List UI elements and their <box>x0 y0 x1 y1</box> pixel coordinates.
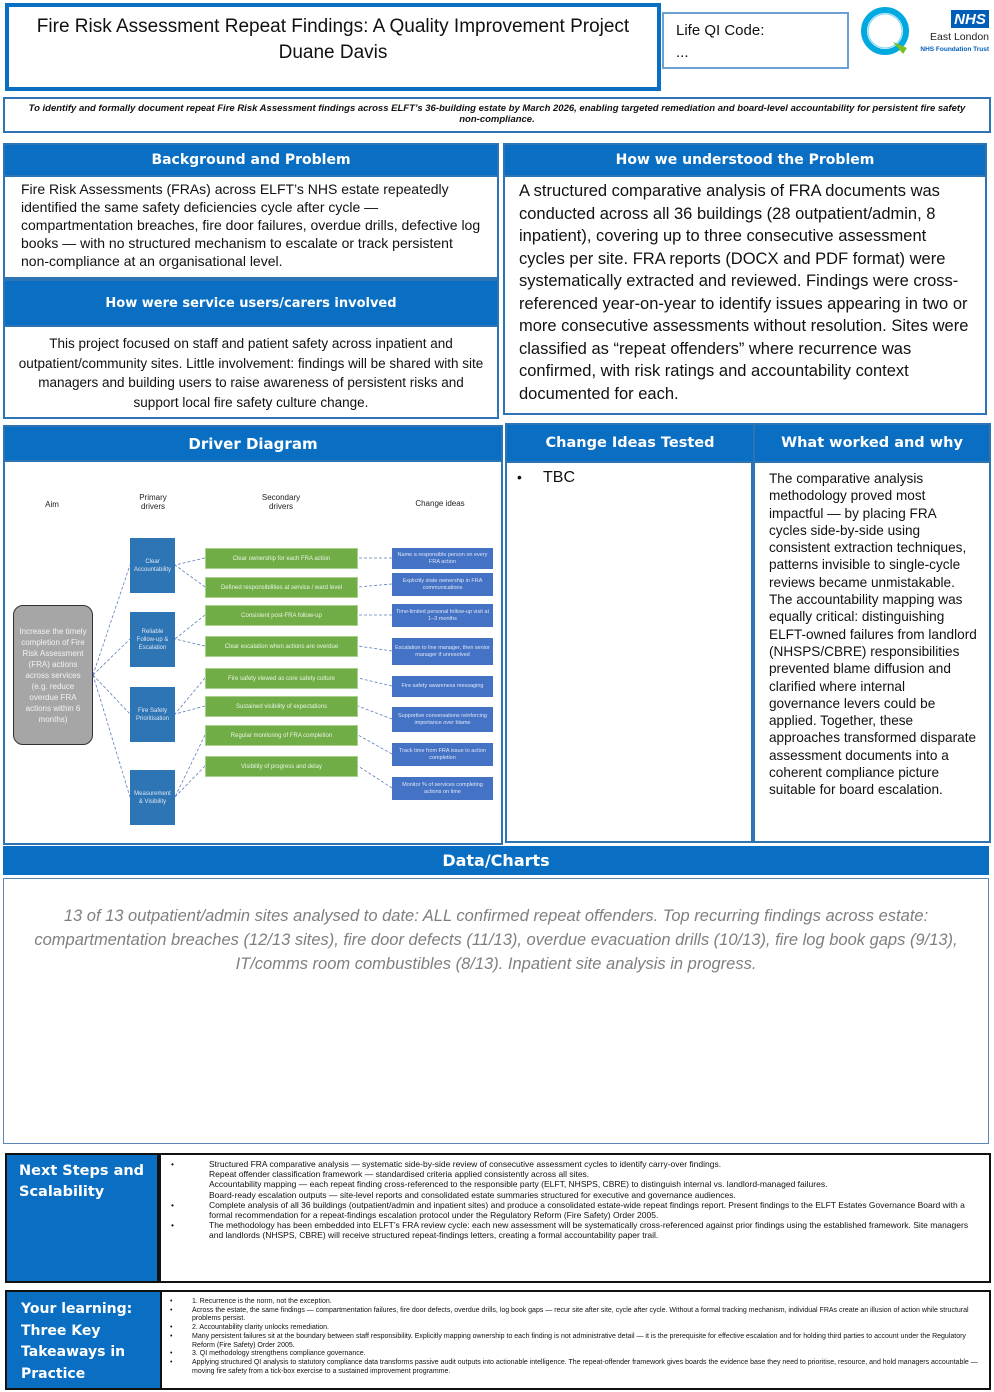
org-name-line1: East London <box>930 31 989 43</box>
secondary-driver-node: Clear ownership for each FRA action <box>205 548 358 569</box>
next-steps-item: • Structured FRA comparative analysis — systematic side-by-side review of consecutive assessment cycles to identify carry-over findings. Repeat offender classification framework — standardised criteria applied consistently across all sites. Accountability mapping — each repeat finding cross-referenced to the responsible party (ELFT, NHSPS, CBRE) to distinguish internal vs. landlord-managed failures. Board-ready escalation outputs — site-level reports and consolidated estate summaries structured for executive and governance audiences. <box>171 1159 828 1200</box>
change-idea-node: Track time from FRA issue to action completion <box>392 743 493 766</box>
secondary-driver-node: Defined responsibilities at service / ward level <box>205 577 358 598</box>
learning-item: • Many persistent failures sit at the boundary between staff responsibility. Explicitly mapping ownership to each finding is not administrative detail — it is the prerequisite for effective escalation and for holding third parties to account under the Regulatory Reform (Fire Safety) Order 2005. <box>170 1332 966 1349</box>
change-idea-node: Name a responsible person on every FRA action <box>392 548 493 569</box>
driver-diagram <box>3 462 503 845</box>
learning-item: • 1. Recurrence is the norm, not the exception. <box>170 1298 332 1305</box>
poster-title: Fire Risk Assessment Repeat Findings: A Quality Improvement Project <box>36 16 630 37</box>
poster-author: Duane Davis <box>278 42 388 63</box>
next-steps-list <box>159 1153 991 1283</box>
next-steps-heading: Next Steps and Scalability <box>5 1153 159 1283</box>
change-to-secondary-connector <box>358 646 392 651</box>
change-idea-node: Explicitly state ownership in FRA communications <box>392 573 493 596</box>
org-name-line2: NHS Foundation Trust <box>920 46 989 53</box>
secondary-to-primary-connector <box>175 706 205 714</box>
primary-driver-node: Reliable Follow-up & Escalation <box>130 612 175 667</box>
learning-item: • 3. QI methodology strengthens compliance governance. <box>170 1350 366 1358</box>
what-worked-heading: What worked and why <box>753 423 991 463</box>
column-label-secondary: Secondary drivers <box>261 493 301 511</box>
column-label-change-ideas: Change ideas <box>415 499 465 508</box>
secondary-to-primary-connector <box>175 565 205 587</box>
secondary-driver-node: Clear escalation when actions are overdue <box>205 636 358 657</box>
secondary-to-primary-connector <box>175 766 205 797</box>
secondary-to-primary-connector <box>175 615 205 639</box>
aim-to-primary-connector <box>93 565 130 675</box>
secondary-to-primary-connector <box>175 639 205 646</box>
background-heading: Background and Problem <box>3 143 499 177</box>
learning-item: • Applying structured QI analysis to statutory compliance data transforms passive audit outputs into actionable intelligence. The repeat-offender framework gives boards the evidence base they need to prioritise, resource, and hold managers accountable — moving fire safety from a tick-box exercise to a sustained improvement programme. <box>170 1358 978 1375</box>
change-ideas-heading: Change Ideas Tested <box>505 423 755 463</box>
driver-diagram-heading: Driver Diagram <box>3 425 503 462</box>
change-to-secondary-connector <box>358 678 392 686</box>
primary-driver-node: Measurement & Visibility <box>130 770 175 825</box>
secondary-driver-node: Regular monitoring of FRA completion <box>205 725 358 746</box>
background-text: Fire Risk Assessments (FRAs) across ELFT’s NHS estate repeatedly identified the same safety deficiencies cycle after cycle — compartmentation breaches, fire door failures, overdue drills, defective log books — with no structured mechanism to escalate or track persistent non-compliance at an organisational level. <box>3 177 499 279</box>
aim-node: Increase the timely completion of Fire Risk Assessment (FRA) actions across services (e.g. reduce overdue FRA actions within 6 months) <box>13 605 93 745</box>
change-idea-node: Escalation to line manager, then senior manager if unresolved <box>392 638 493 665</box>
nhs-badge: NHS <box>954 11 986 28</box>
next-steps-item: • Complete analysis of all 36 buildings (outpatient/admin and inpatient sites) and produce a consolidated estate-wide repeat findings report. Present findings to the ELFT Estates Governance Board with a formal recommendation for a repeat-findings escalation protocol under the Regulatory Reform (Fire Safety) Order 2005. <box>171 1199 965 1221</box>
secondary-driver-node: Sustained visibility of expectations <box>205 696 358 717</box>
service-users-heading: How were service users/carers involved <box>3 279 499 327</box>
learning-list <box>160 1290 991 1390</box>
elft-logo <box>855 2 993 60</box>
learning-item: • Across the estate, the same findings — compartmentation failures, fire door defects, overdue drills, log book gaps — recur site after site, cycle after cycle. Without a formal tracking mechanism, individual FRAs create an illusion of action while structural problems persist. <box>170 1306 969 1323</box>
secondary-driver-node: Consistent post-FRA follow-up <box>205 605 358 626</box>
change-to-secondary-connector <box>358 766 392 788</box>
life-qi-code-label: Life QI Code: <box>676 22 765 39</box>
secondary-to-primary-connector <box>175 678 205 714</box>
change-idea-node: Monitor % of services completing actions on time <box>392 777 493 800</box>
secondary-driver-node: Fire safety viewed as core safety culture <box>205 668 358 689</box>
column-label-primary: Primary drivers <box>139 493 167 511</box>
aim-statement: To identify and formally document repeat Fire Risk Assessment findings across ELFT’s 36-building estate by March 2026, enabling targeted remediation and board-level accountability for persistent fire safety non-compliance. <box>3 97 991 133</box>
change-ideas-list <box>505 463 753 843</box>
data-charts-heading: Data/Charts <box>3 846 989 875</box>
aim-to-primary-connector <box>93 675 130 797</box>
life-qi-code-value: ... <box>676 44 689 61</box>
change-idea-item: • TBC <box>517 469 741 487</box>
service-users-text: This project focused on staff and patient safety across inpatient and outpatient/community sites. Little involvement: findings will be shared with site managers and building users to raise awareness of persistent risks and support local fire safety culture change. <box>3 327 499 419</box>
change-idea-node: Fire safety awareness messaging <box>392 676 493 697</box>
understood-heading: How we understood the Problem <box>503 143 987 177</box>
data-charts-summary: 13 of 13 outpatient/admin sites analysed to date: ALL confirmed repeat offenders. Top recurring findings across estate: compartmentation breaches (12/13 sites), fire door defects (11/13), overdue evacuation drills (10/13), fire log book gaps (9/13), IT/comms room combustibles (8/13). Inpatient site analysis in progress. <box>3 878 989 1144</box>
quality-improvement-ring-icon <box>855 2 993 60</box>
learning-item: • 2. Accountability clarity unlocks remediation. <box>170 1324 329 1332</box>
secondary-driver-node: Visibility of progress and delay <box>205 756 358 777</box>
aim-to-primary-connector <box>93 639 130 675</box>
change-to-secondary-connector <box>358 584 392 587</box>
change-idea-node: Time-limited personal follow-up visit at 1–3 months <box>392 604 493 627</box>
understood-text: A structured comparative analysis of FRA documents was conducted across all 36 buildings (28 outpatient/admin, 8 inpatient), covering up to three consecutive assessment cycles per site. FRA reports (DOCX and PDF format) were systematically extracted and reviewed. Findings were cross-referenced year-on-year to identify issues appearing in two or more consecutive assessments without resolution. Sites were classified as “repeat offenders” where recurrence was confirmed, with risk ratings and accountability context documented for each. <box>503 177 987 415</box>
change-to-secondary-connector <box>358 706 392 719</box>
learning-heading: Your learning: Three Key Takeaways in Practice <box>5 1290 162 1390</box>
secondary-to-primary-connector <box>175 558 205 565</box>
life-qi-code-box <box>662 12 849 69</box>
primary-driver-node: Fire Safety Prioritisation <box>130 687 175 742</box>
next-steps-item: • The methodology has been embedded into ELFT’s FRA review cycle: each new assessment will be systematically cross-referenced against prior findings using the established framework. Site managers and landlords (NHSPS, CBRE) will receive structured repeat-findings letters, creating a formal accountability paper trail. <box>171 1220 969 1241</box>
primary-driver-node: Clear Accountability <box>130 538 175 593</box>
change-idea-node: Supportive conversations reinforcing importance over blame <box>392 707 493 732</box>
change-to-secondary-connector <box>358 735 392 754</box>
column-label-aim: Aim <box>45 500 59 509</box>
poster-title-box <box>5 3 661 91</box>
secondary-to-primary-connector <box>175 735 205 797</box>
what-worked-text: The comparative analysis methodology proved most impactful — by placing FRA cycles side-by-side using consistent extraction techniques, patterns invisible to single-cycle reviews became unmistakable. The accountability mapping was equally critical: distinguishing ELFT-owned failures from landlord (NHSPS/CBRE) responsibilities prevented blame diffusion and clarified where internal governance levers could be applied. Together, these approaches transformed disparate assessment documents into a coherent compliance picture suitable for board escalation. <box>753 463 991 843</box>
